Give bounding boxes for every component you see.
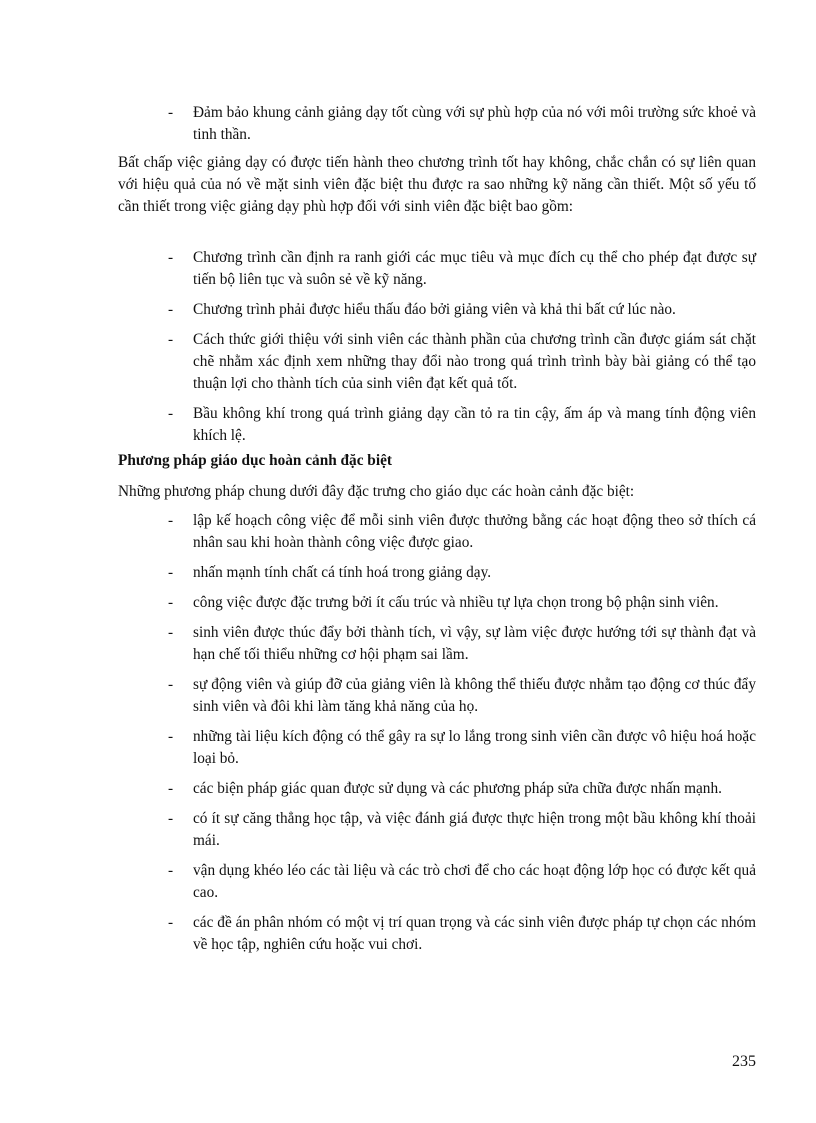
bullet-dash: - <box>168 512 174 529</box>
bullet-dash: - <box>168 624 174 641</box>
list-item-text: những tài liệu kích động có thể gây ra sự lo lắng trong sinh viên cần được vô hiệu hoá hoặc loại bỏ. <box>193 728 756 767</box>
list-item <box>118 510 756 554</box>
list-item <box>118 778 756 800</box>
list-item <box>118 329 756 395</box>
bullet-dash: - <box>168 676 174 693</box>
section-heading: Phương pháp giáo dục hoàn cảnh đặc biệt <box>118 452 392 469</box>
list-item-text: Chương trình phải được hiểu thấu đáo bởi giảng viên và khả thi bất cứ lúc nào. <box>193 301 676 318</box>
list-item-text: Cách thức giới thiệu với sinh viên các thành phần của chương trình cần được giám sát chặt chẽ nhằm xác định xem những thay đổi nào trong quá trình trình bày bài giảng có thể tạo thuận lợi cho thành tích của sinh viên đạt kết quả tốt. <box>193 331 756 392</box>
list-item-text: Chương trình cần định ra ranh giới các mục tiêu và mục đích cụ thể cho phép đạt được sự tiến bộ liên tục và suôn sẻ về kỹ năng. <box>193 249 756 288</box>
bullet-dash: - <box>168 914 174 931</box>
bullet-dash: - <box>168 104 174 121</box>
bullet-dash: - <box>168 564 174 581</box>
list-item <box>118 622 756 666</box>
list-item-text: các biện pháp giác quan được sử dụng và các phương pháp sửa chữa được nhấn mạnh. <box>193 780 722 797</box>
list-item <box>118 726 756 770</box>
bullet-dash: - <box>168 405 174 422</box>
list-item <box>118 808 756 852</box>
paragraph-2: Những phương pháp chung dưới đây đặc trưng cho giáo dục các hoàn cảnh đặc biệt: <box>118 483 635 500</box>
factor-bullet-list <box>118 247 756 447</box>
list-item <box>118 860 756 904</box>
method-bullet-list <box>118 510 756 956</box>
intro-bullet-list <box>118 102 756 146</box>
bullet-dash: - <box>168 301 174 318</box>
list-item-text: Bầu không khí trong quá trình giảng dạy cần tỏ ra tin cậy, ấm áp và mang tính động viên khích lệ. <box>193 405 756 444</box>
list-item-text: vận dụng khéo léo các tài liệu và các trò chơi để cho các hoạt động lớp học có được kết quả cao. <box>193 862 756 901</box>
list-item-text: công việc được đặc trưng bởi ít cấu trúc và nhiều tự lựa chọn trong bộ phận sinh viên. <box>193 594 719 611</box>
bullet-dash: - <box>168 862 174 879</box>
bullet-dash: - <box>168 810 174 827</box>
list-item <box>118 299 756 321</box>
bullet-dash: - <box>168 594 174 611</box>
list-item <box>118 247 756 291</box>
list-item-text: nhấn mạnh tính chất cá tính hoá trong giảng dạy. <box>193 564 492 581</box>
list-item <box>118 102 756 146</box>
list-item <box>118 562 756 584</box>
paragraph-1: Bất chấp việc giảng dạy có được tiến hành theo chương trình tốt hay không, chắc chắn có sự liên quan với hiệu quả của nó về mặt sinh viên đặc biệt thu được ra sao những kỹ năng cần thiết. Một số yếu tố cần thiết trong việc giảng dạy phù hợp đối với sinh viên đặc biệt bao gồm: <box>118 154 756 215</box>
list-item-text: có ít sự căng thẳng học tập, và việc đánh giá được thực hiện trong một bầu không khí thoải mái. <box>193 810 756 849</box>
list-item-text: Đảm bảo khung cảnh giảng dạy tốt cùng với sự phù hợp của nó với môi trường sức khoẻ và tinh thần. <box>193 104 756 143</box>
bullet-dash: - <box>168 780 174 797</box>
list-item-text: các đề án phân nhóm có một vị trí quan trọng và các sinh viên được pháp tự chọn các nhóm về học tập, nghiên cứu hoặc vui chơi. <box>193 914 756 953</box>
list-item <box>118 912 756 956</box>
list-item <box>118 674 756 718</box>
bullet-dash: - <box>168 249 174 266</box>
list-item-text: sinh viên được thúc đẩy bởi thành tích, vì vậy, sự làm việc được hướng tới sự thành đạt và hạn chế tối thiểu những cơ hội phạm sai lầm. <box>193 624 756 663</box>
list-item <box>118 592 756 614</box>
list-item-text: sự động viên và giúp đỡ của giảng viên là không thể thiếu được nhằm tạo động cơ thúc đẩy sinh viên và đôi khi làm tăng khả năng của họ. <box>193 676 756 715</box>
page-number: 235 <box>732 1053 756 1070</box>
list-item <box>118 403 756 447</box>
list-item-text: lập kế hoạch công việc để mỗi sinh viên được thưởng bằng các hoạt động theo sở thích cá nhân sau khi hoàn thành công việc được giao. <box>193 512 756 551</box>
bullet-dash: - <box>168 331 174 348</box>
bullet-dash: - <box>168 728 174 745</box>
